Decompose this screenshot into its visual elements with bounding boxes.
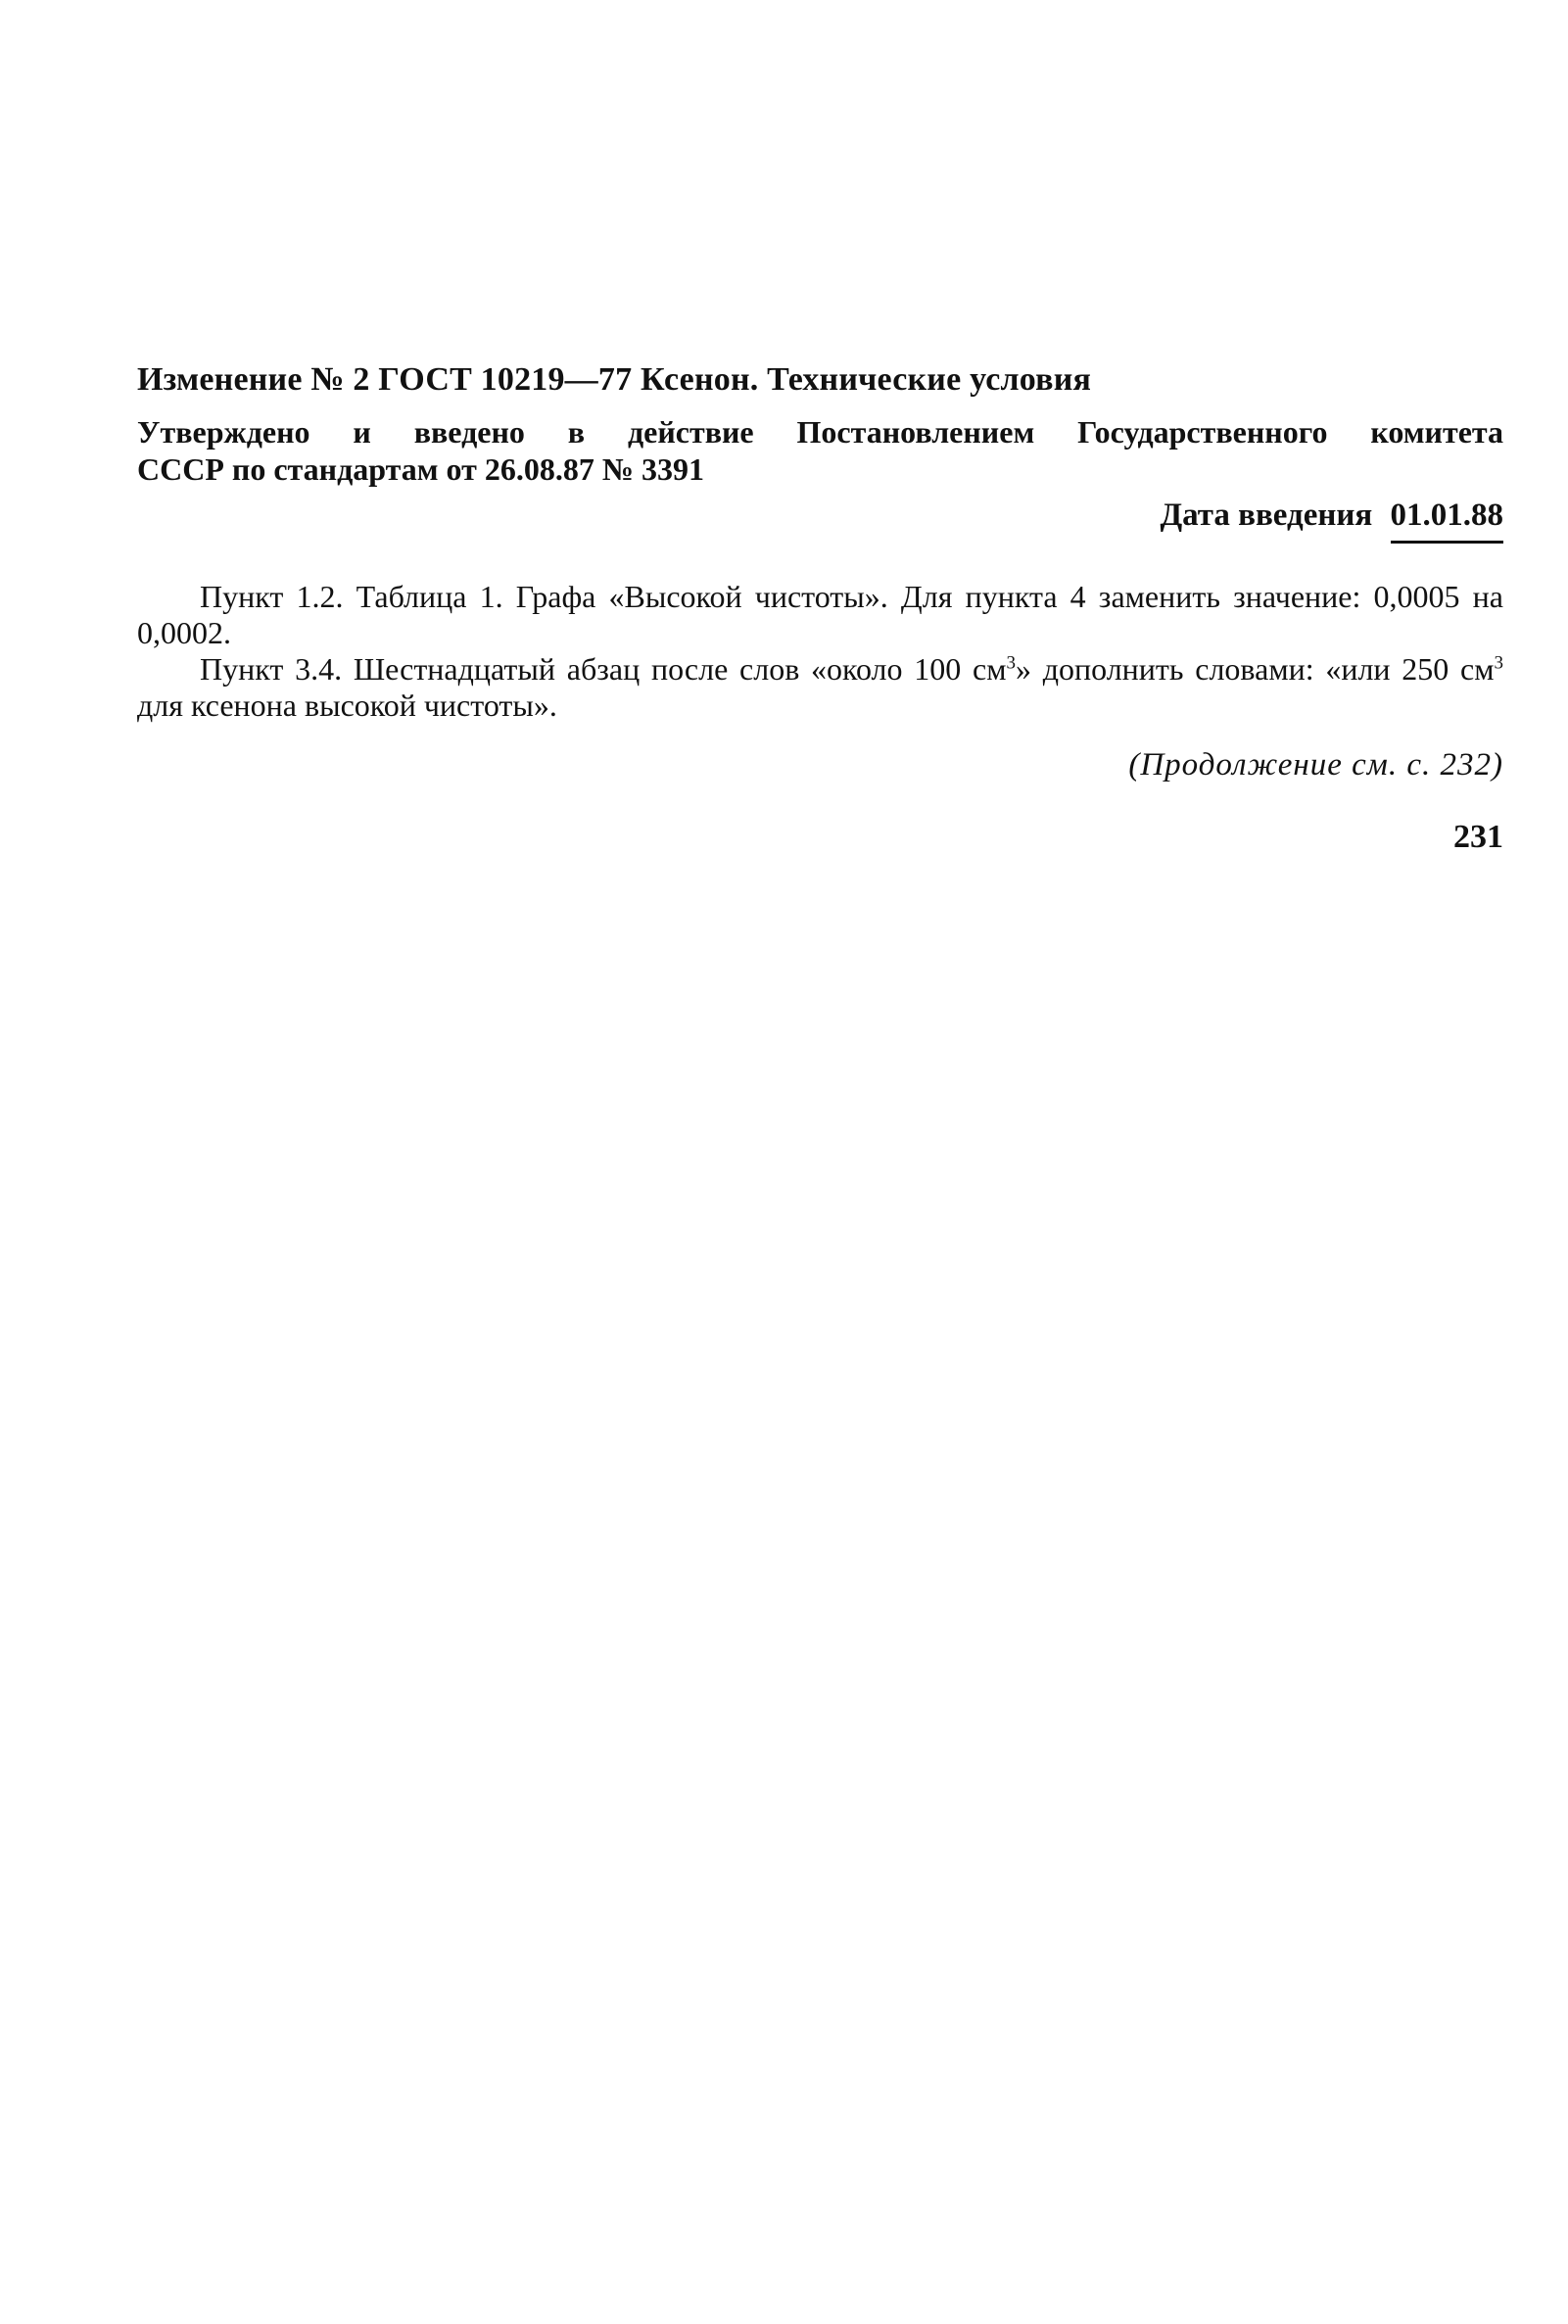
document-page	[137, 360, 1503, 857]
superscript-3: 3	[1006, 652, 1016, 674]
paragraph-item-3-4-part2: » дополнить словами: «или 250 см	[1015, 651, 1495, 687]
paragraph-item-3-4	[137, 651, 1503, 724]
effective-date	[137, 496, 1503, 544]
paragraph-item-1-2: Пункт 1.2. Таблица 1. Графа «Высокой чистоты». Для пункта 4 заменить значение: 0,0005 на 0,0002.	[137, 579, 1503, 650]
approval-statement	[137, 413, 1503, 488]
effective-date-value: 01.01.88	[1391, 496, 1504, 544]
paragraph-item-3-4-part3: для ксенона высокой чистоты».	[137, 688, 557, 723]
amendment-title	[137, 360, 1503, 400]
effective-date-label: Дата введения	[1160, 498, 1373, 533]
approval-line-2: СССР по стандартам от 26.08.87 № 3391	[137, 451, 704, 487]
approval-line-1: Утверждено и введено в действие Постановлением Государственного комитета	[137, 414, 1503, 450]
continuation-note: (Продолжение см. с. 232)	[1128, 747, 1503, 783]
amendment-body	[137, 579, 1503, 724]
page-number: 231	[1453, 819, 1503, 855]
amendment-title-text: Изменение № 2 ГОСТ 10219—77 Ксенон. Технические условия	[137, 361, 1092, 398]
paragraph-item-3-4-part1: Пункт 3.4. Шестнадцатый абзац после слов «около 100 см	[200, 651, 1007, 687]
superscript-3: 3	[1494, 652, 1504, 674]
